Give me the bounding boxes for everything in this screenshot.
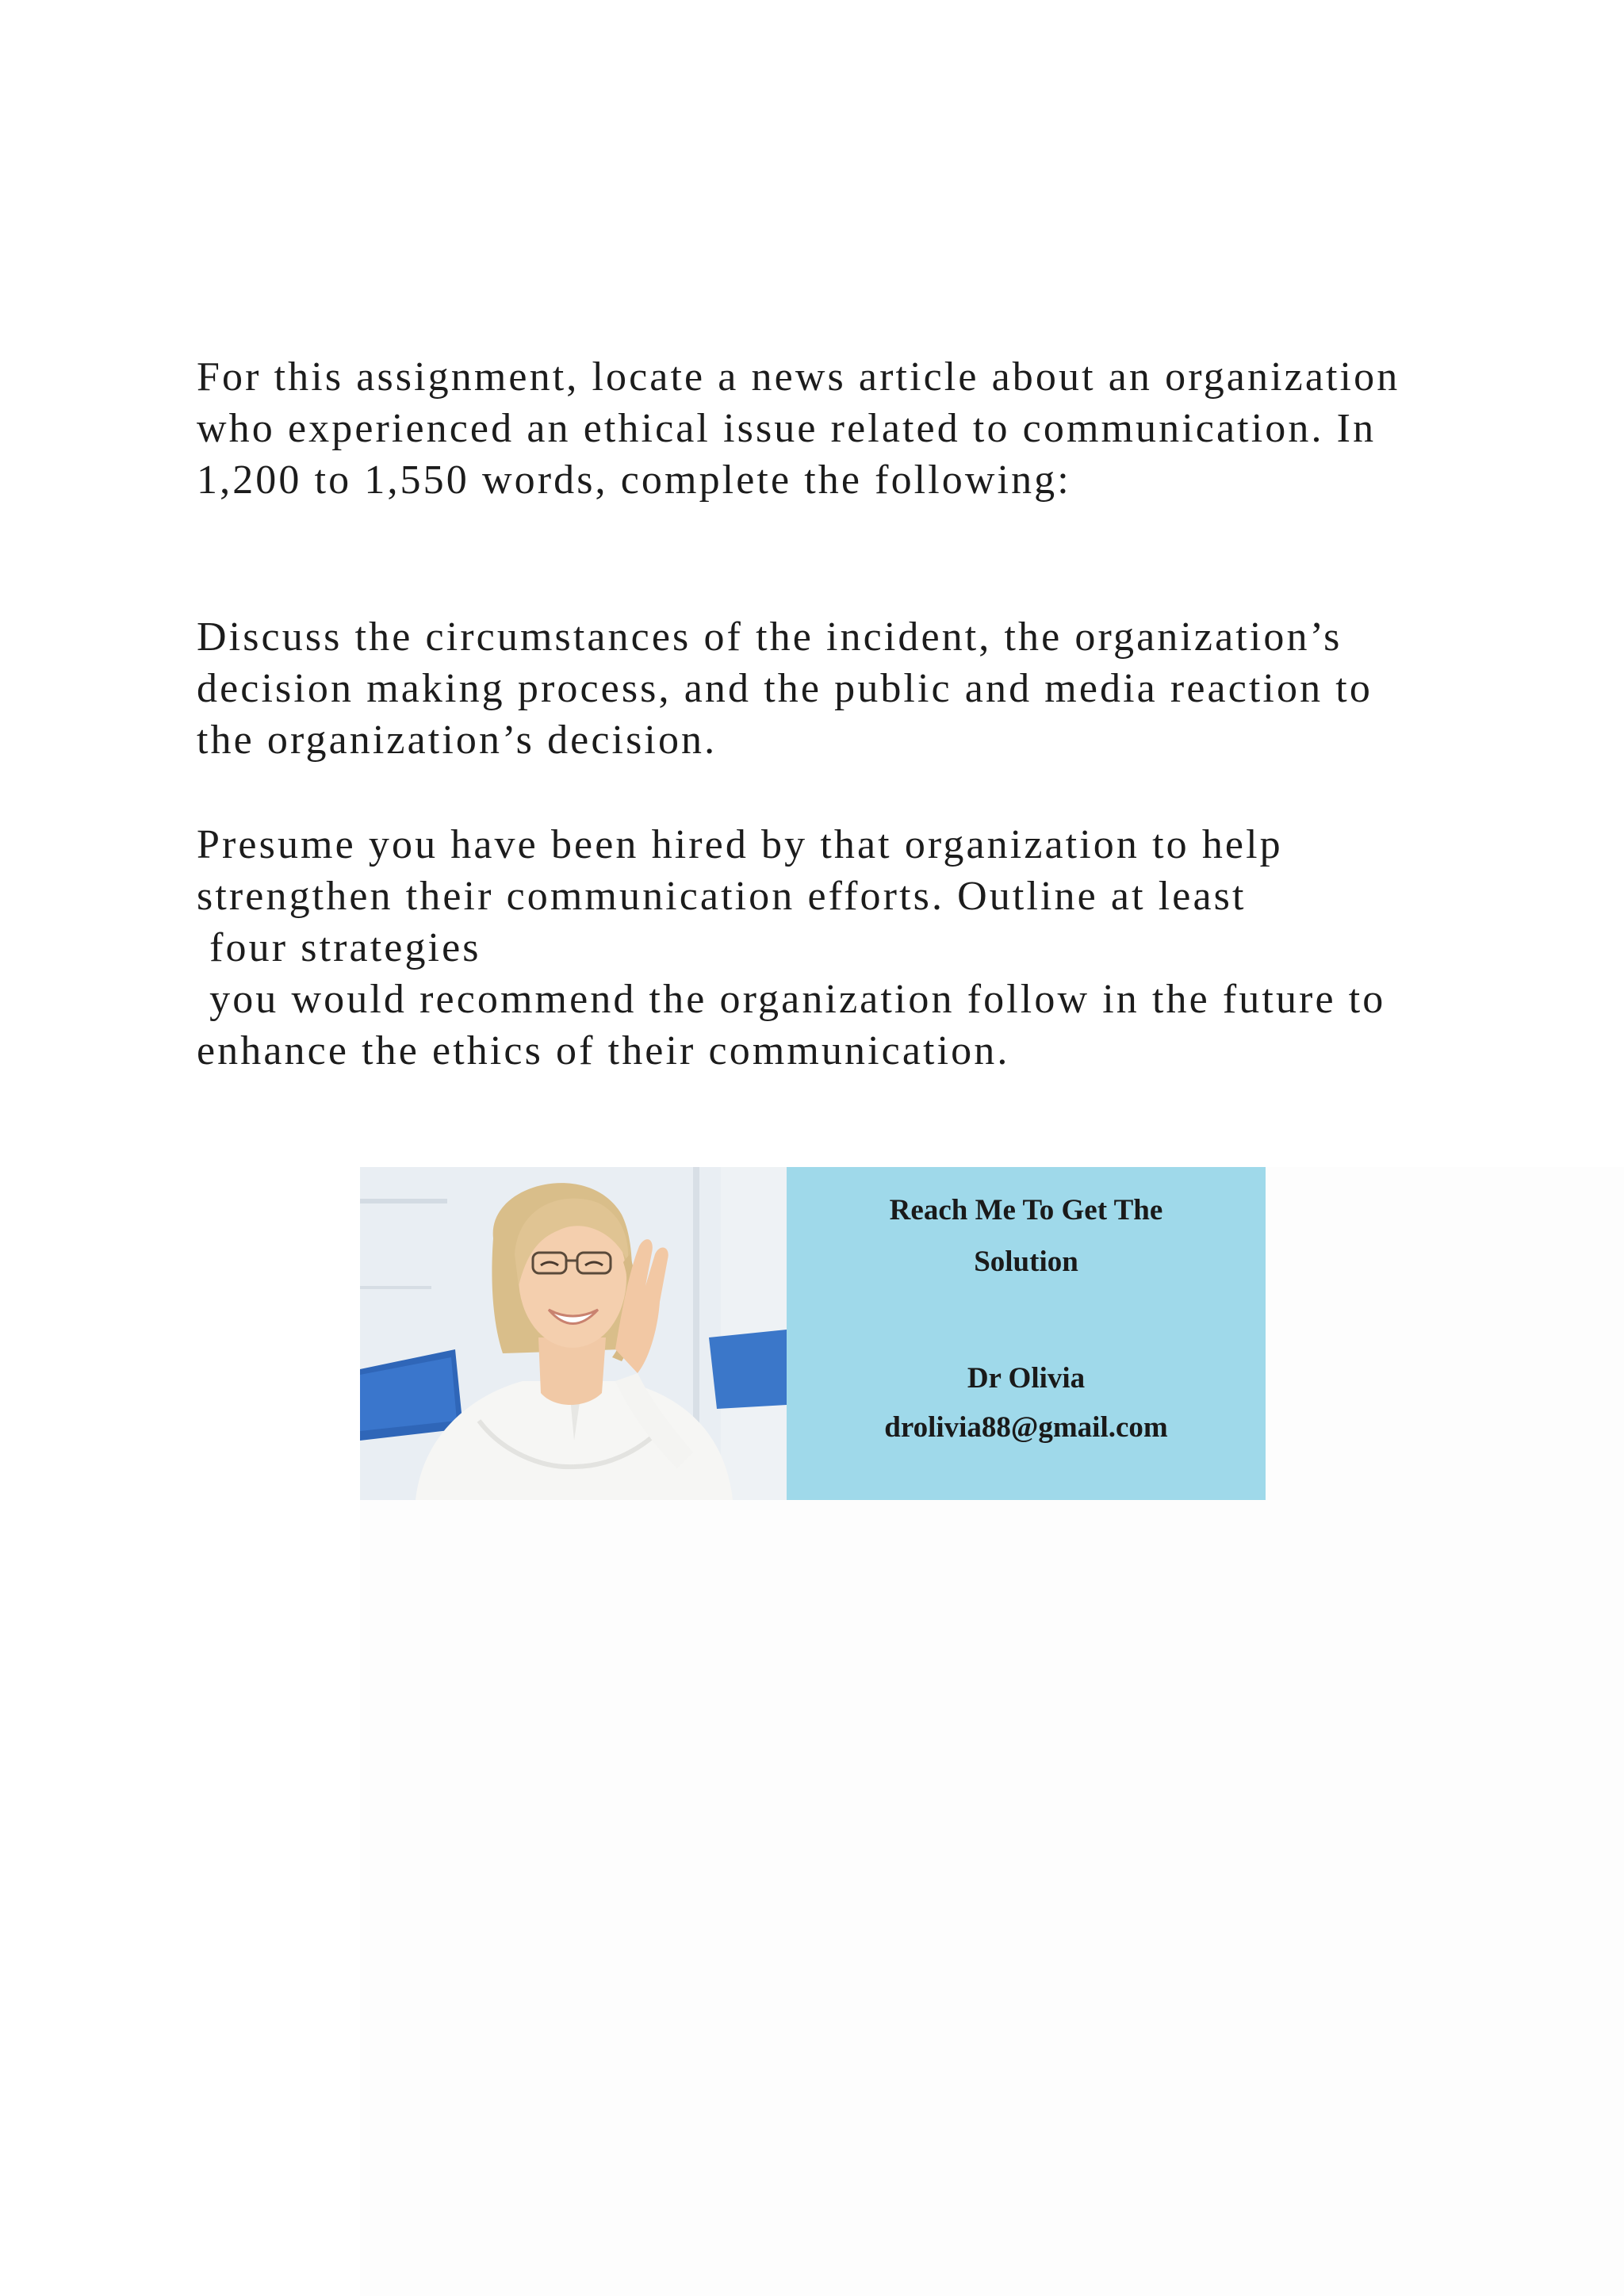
paragraph-3-line-1: Presume you have been hired by that organization to help: [197, 822, 1283, 867]
paragraph-2-line-1: Discuss the circumstances of the incident, the organization’s: [197, 614, 1342, 660]
contact-panel: [787, 1167, 1266, 1500]
paragraph-3-line-5: enhance the ethics of their communication.: [197, 1028, 1010, 1073]
paragraph-3-line-4: you would recommend the organization follow in the future to: [197, 977, 1386, 1022]
paragraph-2-line-2: decision making process, and the public and media reaction to: [197, 666, 1373, 711]
paragraph-1-line-1: For this assignment, locate a news article about an organization: [197, 354, 1400, 400]
paragraph-2-line-3: the organization’s decision.: [197, 718, 718, 763]
banner-headline-line-2: Solution: [974, 1246, 1078, 1278]
banner-headline-line-1: Reach Me To Get The: [889, 1194, 1163, 1226]
paragraph-1-line-2: who experienced an ethical issue related to communication. In: [197, 406, 1377, 451]
contact-name: Dr Olivia: [967, 1362, 1086, 1395]
paragraph-3-line-2: strengthen their communication efforts. Outline at least: [197, 874, 1247, 919]
woman-with-glasses-illustration: [360, 1167, 787, 1500]
woman-photo: [360, 1167, 787, 1500]
paragraph-3-line-3: four strategies: [197, 925, 481, 970]
paragraph-1-line-3: 1,200 to 1,550 words, complete the following:: [197, 457, 1071, 503]
contact-banner: [360, 1167, 1266, 1500]
contact-email: drolivia88@gmail.com: [884, 1411, 1168, 1444]
